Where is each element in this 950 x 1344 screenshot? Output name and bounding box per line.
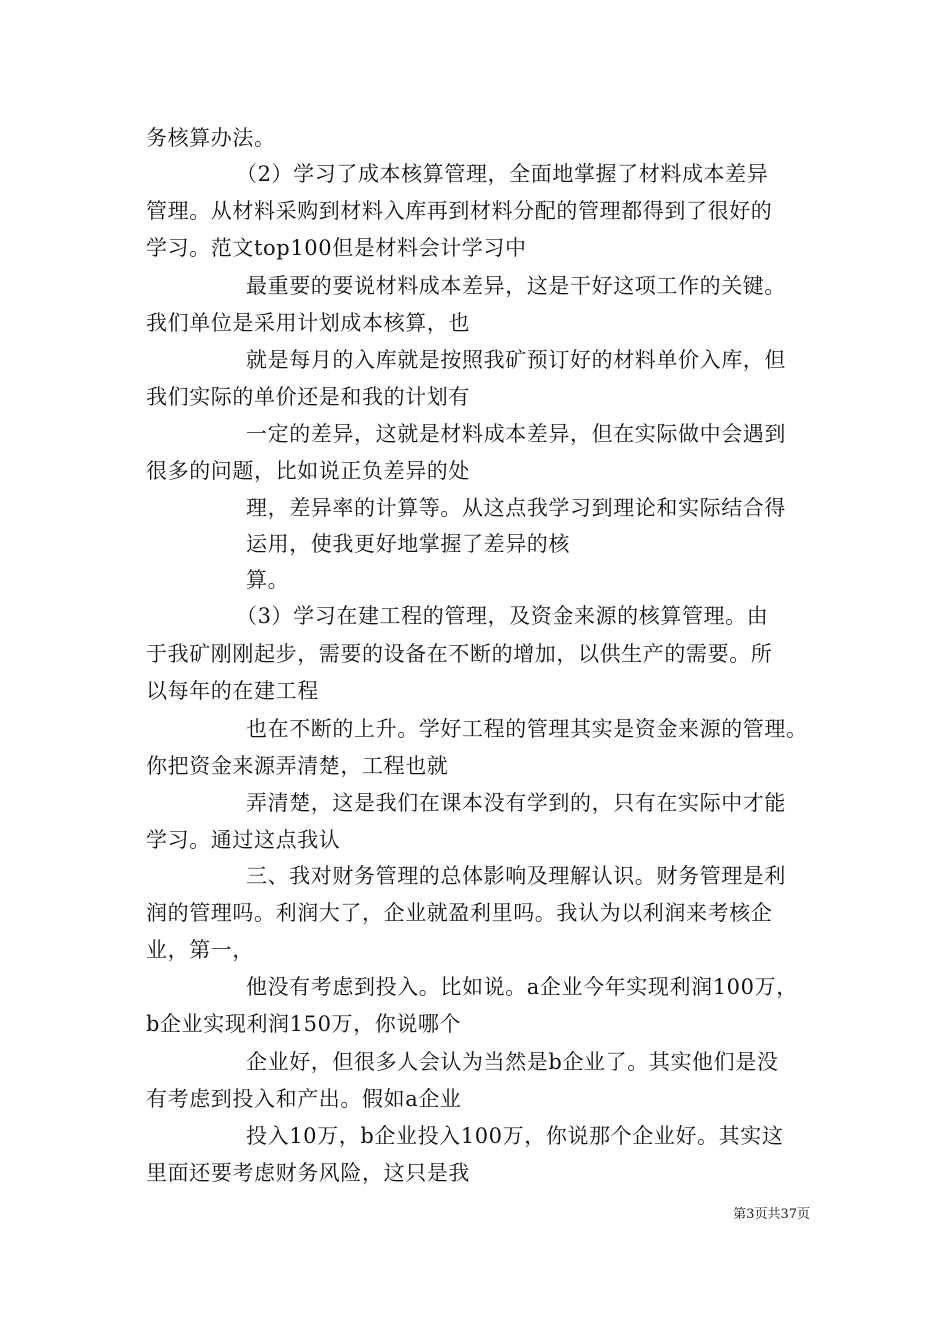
text-line: 理，差异率的计算等。从这点我学习到理论和实际结合得: [246, 496, 786, 520]
text-line: 里面还要考虑财务风险，这只是我: [146, 1161, 470, 1185]
text-line: 于我矿刚刚起步，需要的设备在不断的增加，以供生产的需要。所: [146, 642, 773, 666]
text-line: 最重要的要说材料成本差异，这是干好这项工作的关键。: [246, 274, 786, 298]
text-line: 有考虑到投入和产出。假如a企业: [146, 1087, 462, 1111]
text-line: 一定的差异，这就是材料成本差异，但在实际做中会遇到: [246, 422, 786, 446]
page-number-footer: 第3页共37页: [733, 1207, 810, 1222]
text-line: b企业实现利润150万，你说哪个: [146, 1012, 462, 1036]
text-line: 三、我对财务管理的总体影响及理解认识。财务管理是利: [246, 864, 786, 888]
text-line: 管理。从材料采购到材料入库再到材料分配的管理都得到了很好的: [146, 199, 773, 223]
text-line: 也在不断的上升。学好工程的管理其实是资金来源的管理。: [246, 717, 808, 741]
text-line: 他没有考虑到投入。比如说。a企业今年实现利润100万，: [246, 975, 798, 999]
text-line: 很多的问题，比如说正负差异的处: [146, 459, 470, 483]
text-line: 运用，使我更好地掌握了差异的核: [246, 532, 570, 556]
text-line: 务核算办法。: [146, 126, 276, 150]
text-line: 弄清楚，这是我们在课本没有学到的，只有在实际中才能: [246, 791, 786, 815]
text-line: 我们单位是采用计划成本核算，也: [146, 311, 470, 335]
text-line: 学习。范文top100但是材料会计学习中: [146, 236, 527, 260]
text-line: 以每年的在建工程: [146, 679, 319, 703]
text-line: 就是每月的入库就是按照我矿预订好的材料单价入库，但: [246, 348, 786, 372]
text-line: 润的管理吗。利润大了，企业就盈利里吗。我认为以利润来考核企: [146, 901, 773, 925]
text-line: 业，第一，: [146, 938, 254, 962]
text-line: （3）学习在建工程的管理，及资金来源的核算管理。由: [236, 604, 769, 628]
text-line: 学习。通过这点我认: [146, 828, 341, 852]
text-line: 算。: [246, 568, 290, 592]
text-line: 我们实际的单价还是和我的计划有: [146, 385, 470, 409]
text-line: 企业好，但很多人会认为当然是b企业了。其实他们是没: [246, 1050, 779, 1074]
text-line: （2）学习了成本核算管理，全面地掌握了材料成本差异: [236, 162, 769, 186]
text-line: 投入10万，b企业投入100万，你说那个企业好。其实这: [246, 1124, 784, 1148]
text-line: 你把资金来源弄清楚，工程也就: [146, 754, 449, 778]
